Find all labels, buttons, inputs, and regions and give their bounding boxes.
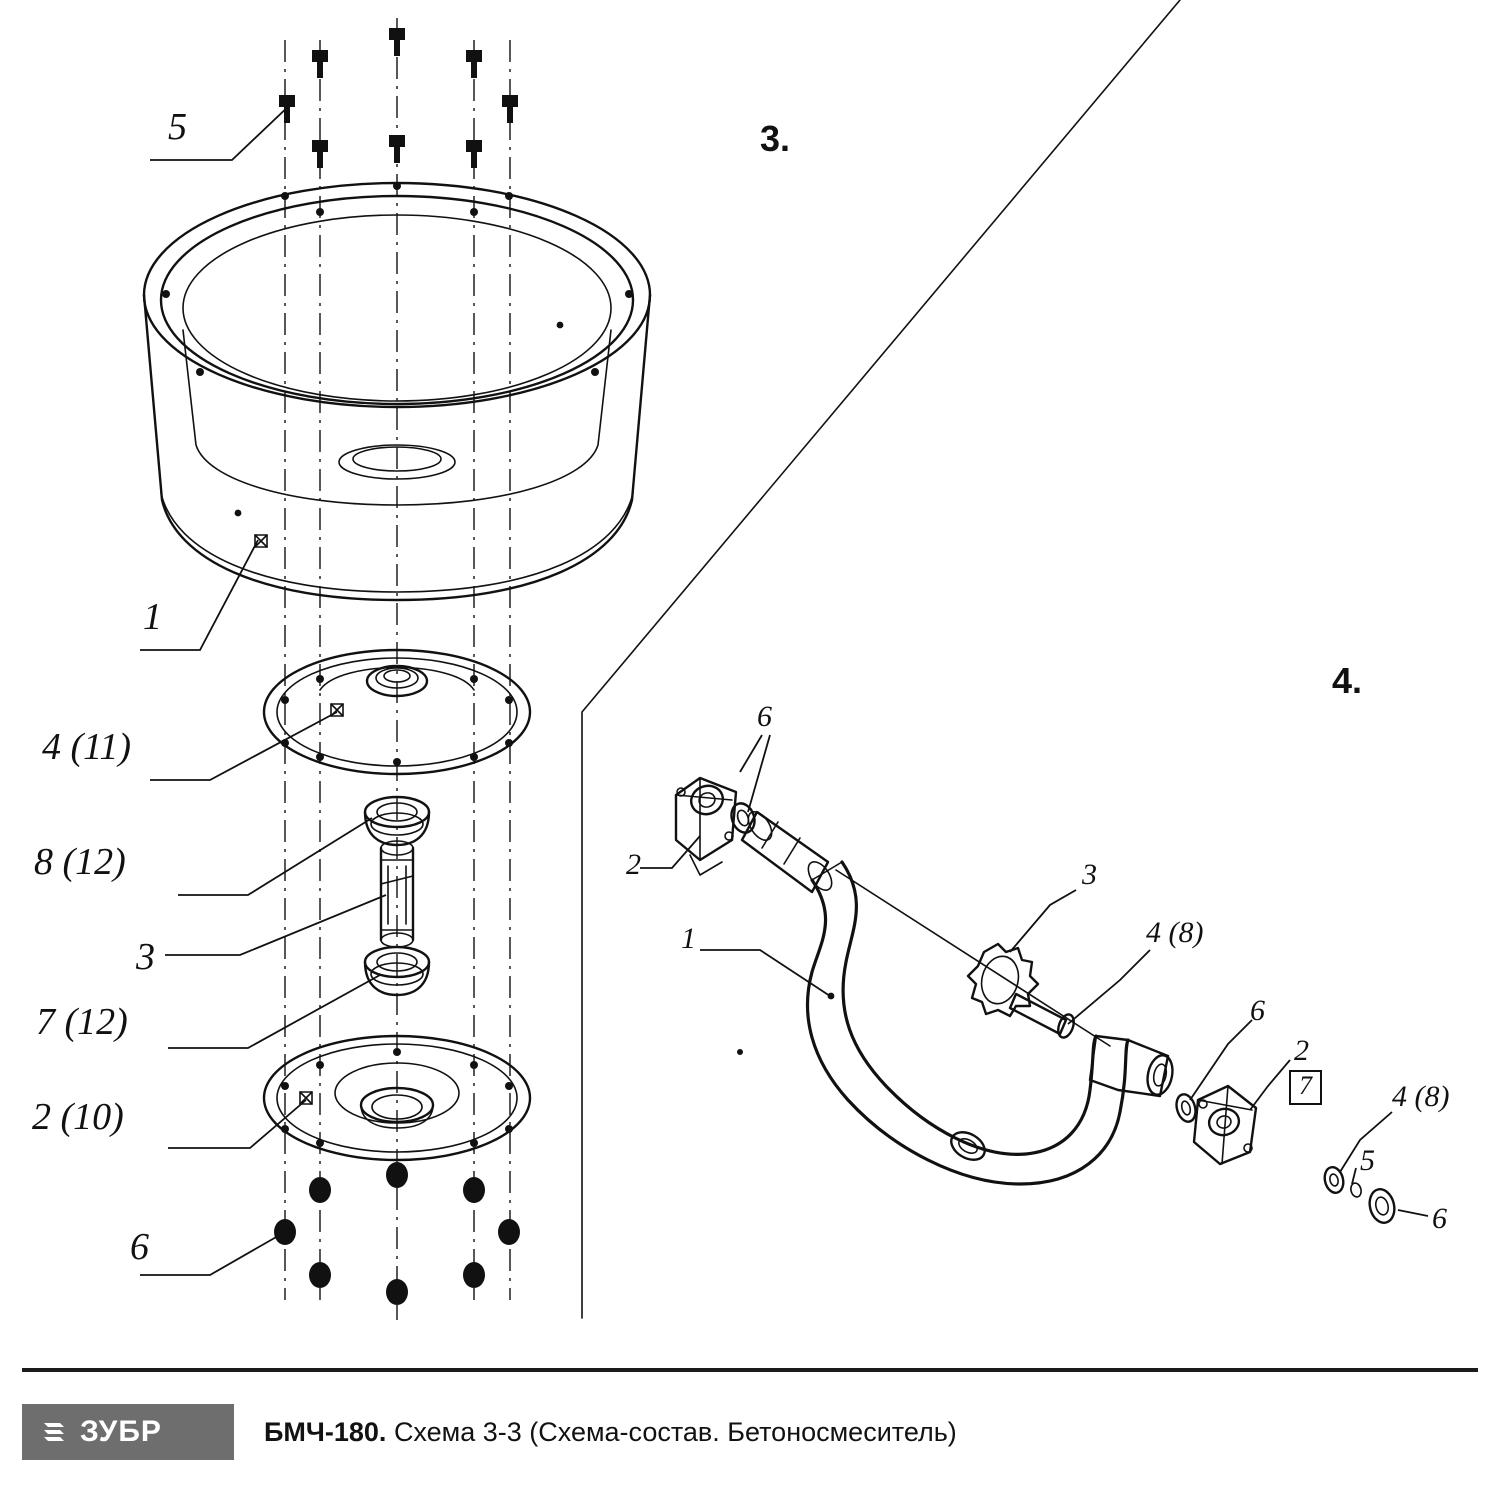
callout-frame-4-8-a: 4 (8) (1146, 916, 1204, 949)
caption-text: Схема 3-3 (Схема-состав. Бетоносмеситель) (393, 1416, 957, 1447)
frame-assembly (640, 735, 1428, 1225)
callout-frame-1: 1 (681, 922, 696, 955)
gear-pinion (968, 944, 1077, 1040)
bolt-group-top (279, 28, 518, 168)
zubr-arrow-icon (40, 1417, 70, 1447)
brand-name: ЗУБР (80, 1415, 162, 1448)
bracket-right (1173, 1086, 1256, 1164)
section-number-3: 3. (760, 118, 791, 159)
title-block (0, 1360, 1500, 1500)
callout-5: 5 (168, 106, 187, 148)
callout-4-11: 4 (11) (42, 726, 131, 768)
section-divider (582, 0, 1180, 1318)
boxed-position-number: 7 (1289, 1070, 1322, 1105)
callout-frame-4-8-b: 4 (8) (1392, 1080, 1450, 1113)
callout-8-12: 8 (12) (34, 841, 126, 883)
drum-assembly (140, 18, 650, 1320)
callout-2-10: 2 (10) (32, 1096, 124, 1138)
section-number-4: 4. (1332, 660, 1363, 701)
callout-frame-5: 5 (1360, 1144, 1375, 1177)
bracket-left (676, 778, 736, 875)
callout-frame-6-c: 6 (1432, 1202, 1447, 1235)
callout-frame-2-a: 2 (626, 848, 641, 881)
main-tube (737, 862, 1176, 1184)
callout-1: 1 (143, 596, 162, 638)
frame-leader-lines (640, 735, 1428, 1216)
brand-badge (22, 1404, 234, 1460)
callout-frame-2-b: 2 (1294, 1034, 1309, 1067)
callout-6: 6 (130, 1226, 149, 1268)
callout-frame-6-a: 6 (757, 700, 772, 733)
callout-3: 3 (136, 936, 155, 978)
model-name: БМЧ-180. (264, 1416, 387, 1447)
callout-frame-6-b: 6 (1250, 994, 1265, 1027)
sheet-caption (264, 1417, 957, 1448)
tube-sleeve-upper (742, 808, 836, 895)
footer-divider (22, 1368, 1478, 1372)
callout-7-12: 7 (12) (36, 1001, 128, 1043)
callout-frame-3: 3 (1082, 858, 1097, 891)
